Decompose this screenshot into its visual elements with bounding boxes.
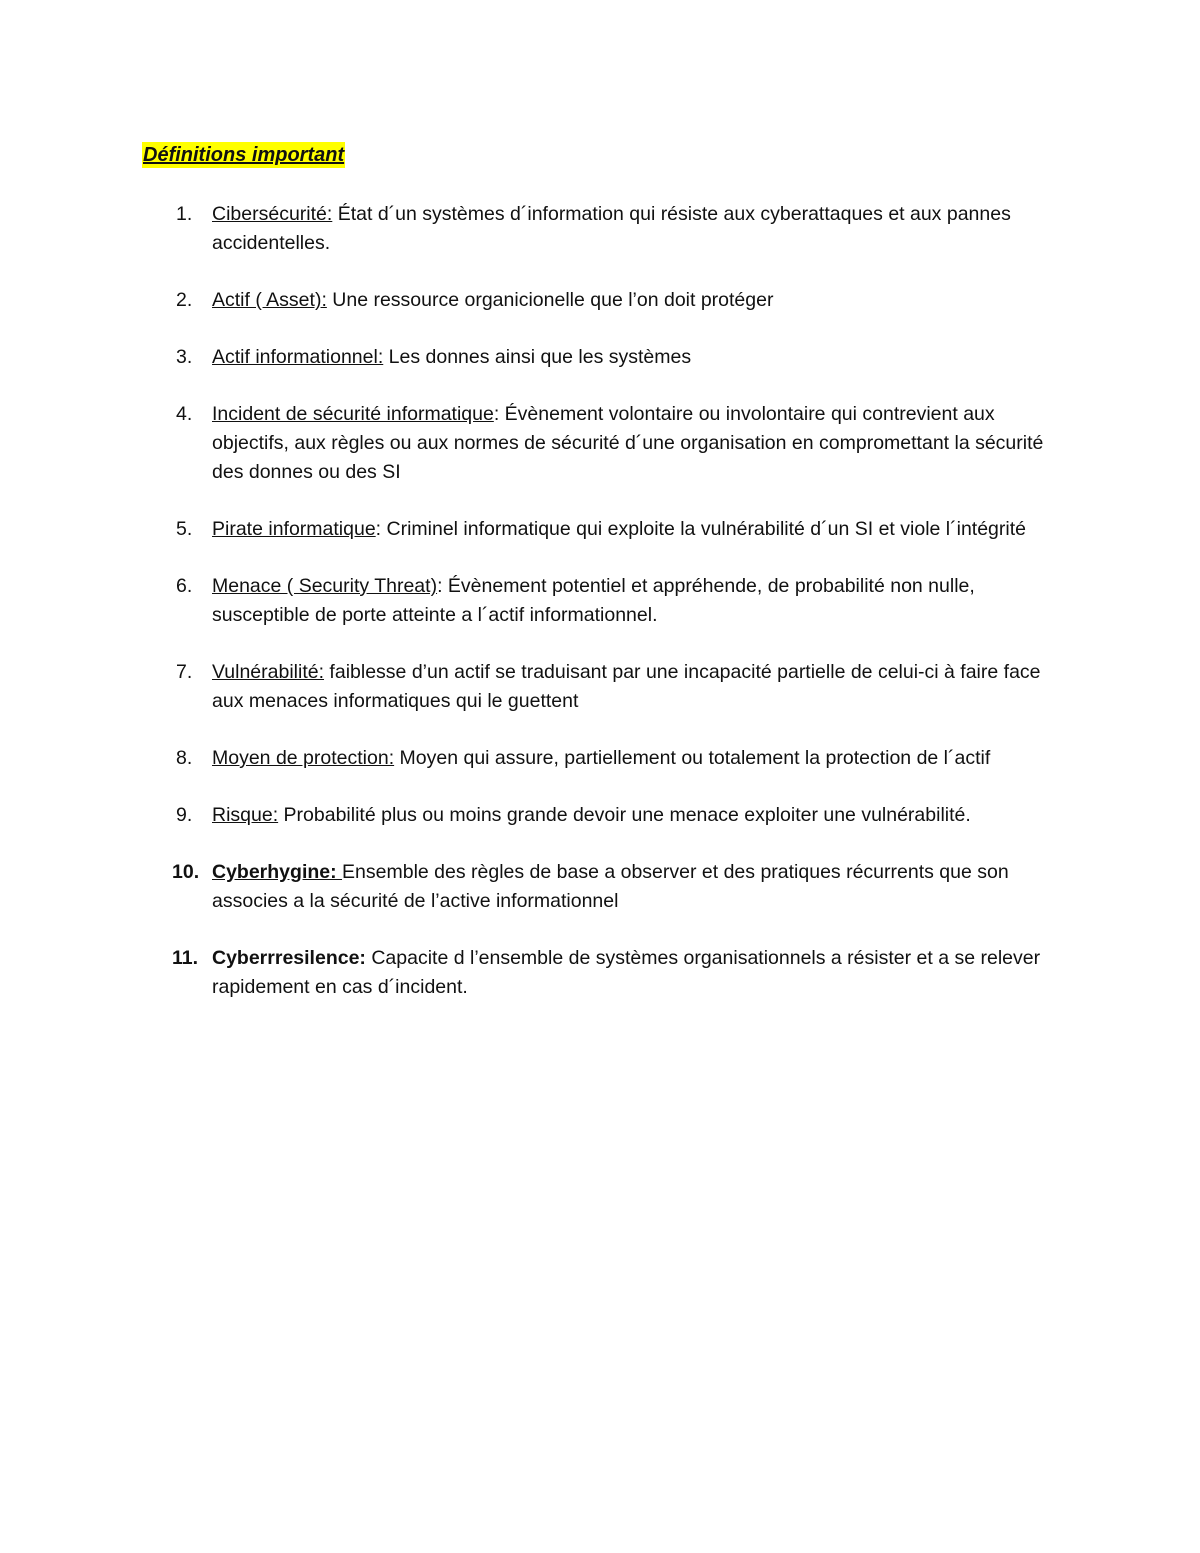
definition-term: Cyberrresilence: — [212, 947, 366, 969]
definition-item — [168, 944, 1068, 1002]
definition-number: 2. — [176, 289, 193, 311]
definition-number: 4. — [176, 403, 193, 425]
definition-item — [168, 286, 1068, 315]
definition-item — [168, 858, 1068, 916]
definitions-list — [168, 200, 1068, 1030]
definition-term: Vulnérabilité: — [212, 661, 325, 683]
definition-item — [168, 200, 1068, 258]
definition-item — [168, 801, 1068, 830]
definition-number: 5. — [176, 518, 193, 540]
definition-term: Cibersécurité: — [212, 203, 333, 225]
definition-item — [168, 744, 1068, 773]
definition-text: Capacite d l’ensemble de systèmes organisationnels a résister et a se relever rapidement en cas d´incident. — [212, 947, 1041, 998]
definition-term: Incident de sécurité informatique — [212, 403, 494, 425]
definition-number: 6. — [176, 575, 193, 597]
definition-number: 8. — [176, 747, 193, 769]
definition-item — [168, 572, 1068, 630]
definition-term: Moyen de protection: — [212, 747, 395, 769]
definition-number: 7. — [176, 661, 193, 683]
definition-term: Actif informationnel: — [212, 346, 384, 368]
definition-number: 9. — [176, 804, 193, 826]
definition-item — [168, 658, 1068, 716]
definition-term: Cyberhygine: — [212, 861, 343, 883]
definition-text: Moyen qui assure, partiellement ou totalement la protection de l´actif — [394, 747, 991, 769]
definition-item — [168, 515, 1068, 544]
document-title: Définitions important — [143, 144, 345, 166]
definition-text: État d´un systèmes d´information qui résiste aux cyberattaques et aux pannes accidentelles. — [212, 203, 1011, 254]
definition-text: Ensemble des règles de base a observer et des pratiques récurrents que son associes a la sécurité de l’active informationnel — [212, 861, 1009, 912]
definition-text: Probabilité plus ou moins grande devoir une menace exploiter une vulnérabilité. — [278, 804, 971, 826]
definition-term: Pirate informatique — [212, 518, 376, 540]
definition-term: Actif ( Asset): — [212, 289, 327, 311]
definition-item — [168, 343, 1068, 372]
definition-text: faiblesse d’un actif se traduisant par une incapacité partielle de celui-ci à faire face aux menaces informatiques qui le guettent — [212, 661, 1041, 712]
definition-text: : Évènement potentiel et appréhende, de probabilité non nulle, susceptible de porte atteinte a l´actif informationnel. — [212, 575, 975, 626]
definition-item — [168, 400, 1068, 487]
definition-number: 10. — [172, 861, 200, 883]
definition-text: Les donnes ainsi que les systèmes — [383, 346, 692, 368]
definition-term: Menace ( Security Threat) — [212, 575, 438, 597]
definition-number: 3. — [176, 346, 193, 368]
definition-term: Risque: — [212, 804, 279, 826]
definition-text: : Évènement volontaire ou involontaire qui contrevient aux objectifs, aux règles ou aux normes de sécurité d´une organisation en compromettant la sécurité des donnes ou des SI — [212, 403, 1044, 483]
definition-text: Une ressource organicionelle que l’on doit protéger — [326, 289, 774, 311]
definition-number: 11. — [172, 947, 199, 969]
definition-number: 1. — [176, 203, 193, 225]
definition-text: : Criminel informatique qui exploite la vulnérabilité d´un SI et viole l´intégrité — [375, 518, 1026, 540]
